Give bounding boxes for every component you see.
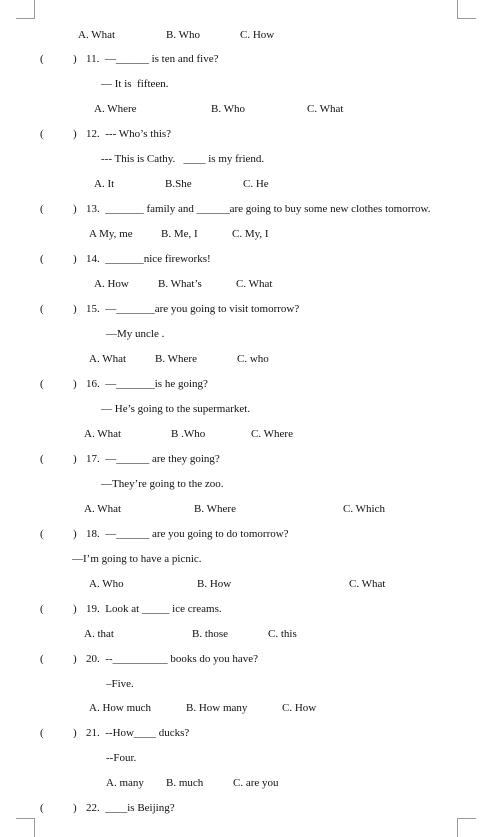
answer-paren-open: (: [40, 802, 44, 814]
question-text: 14. _______nice fireworks!: [86, 253, 211, 265]
answer-paren-open: (: [40, 53, 44, 65]
answer-option: A My, me: [89, 228, 133, 240]
crop-mark-top-left: [16, 0, 35, 19]
answer-option: B. Who: [211, 103, 246, 115]
answer-paren-close: ): [73, 603, 77, 615]
question-text: 19. Look at _____ ice creams.: [86, 603, 222, 615]
answer-option: A. It: [94, 178, 115, 190]
dialogue-line: —They’re going to the zoo.: [101, 478, 224, 490]
question-text: 12. --- Who’s this?: [86, 128, 172, 140]
question-text: 18. —______ are you going to do tomorrow?: [86, 528, 289, 540]
answer-option: A. How much: [89, 702, 152, 714]
answer-option: B. Me, I: [161, 228, 198, 240]
answer-option: A. Who: [89, 578, 124, 590]
crop-mark-bottom-right: [457, 818, 476, 837]
answer-paren-close: ): [73, 378, 77, 390]
answer-option: C. What: [349, 578, 386, 590]
answer-option: B. Who: [166, 29, 201, 41]
answer-paren-open: (: [40, 453, 44, 465]
answer-option: C. Which: [343, 503, 385, 515]
question-text: 15. —_______are you going to visit tomorrow?: [86, 303, 300, 315]
answer-option: C. My, I: [232, 228, 269, 240]
answer-paren-close: ): [73, 128, 77, 140]
answer-option: A. many: [106, 777, 144, 789]
dialogue-line: — He’s going to the supermarket.: [101, 403, 251, 415]
answer-paren-close: ): [73, 653, 77, 665]
answer-option: C. How: [282, 702, 317, 714]
answer-paren-close: ): [73, 453, 77, 465]
answer-option: C. who: [237, 353, 269, 365]
answer-paren-open: (: [40, 653, 44, 665]
answer-paren-close: ): [73, 253, 77, 265]
answer-option: C. this: [268, 628, 297, 640]
answer-option: A. Where: [94, 103, 137, 115]
question-text: 11. —______ is ten and five?: [86, 53, 219, 65]
answer-option: C. What: [236, 278, 273, 290]
dialogue-line: —I’m going to have a picnic.: [72, 553, 202, 565]
question-text: 16. —_______is he going?: [86, 378, 208, 390]
answer-option: B.She: [165, 178, 192, 190]
answer-paren-close: ): [73, 727, 77, 739]
question-text: 22. ____is Beijing?: [86, 802, 175, 814]
answer-paren-open: (: [40, 603, 44, 615]
question-text: 21. --How____ ducks?: [86, 727, 190, 739]
answer-paren-open: (: [40, 528, 44, 540]
answer-paren-close: ): [73, 802, 77, 814]
answer-paren-open: (: [40, 378, 44, 390]
crop-mark-top-right: [457, 0, 476, 19]
answer-option: B. Where: [155, 353, 197, 365]
answer-paren-open: (: [40, 727, 44, 739]
answer-paren-close: ): [73, 203, 77, 215]
answer-option: A. What: [84, 503, 122, 515]
answer-paren-open: (: [40, 203, 44, 215]
answer-paren-open: (: [40, 253, 44, 265]
answer-option: A. How: [94, 278, 129, 290]
answer-option: B. How: [197, 578, 232, 590]
question-text: 17. —______ are they going?: [86, 453, 220, 465]
answer-option: A. What: [78, 29, 116, 41]
answer-paren-close: ): [73, 303, 77, 315]
answer-paren-close: ): [73, 53, 77, 65]
answer-paren-open: (: [40, 128, 44, 140]
dialogue-line: —My uncle .: [106, 328, 165, 340]
answer-option: B. much: [166, 777, 204, 789]
answer-option: C. are you: [233, 777, 279, 789]
answer-option: C. How: [240, 29, 275, 41]
dialogue-line: — It is fifteen.: [101, 78, 169, 90]
answer-option: C. What: [307, 103, 344, 115]
answer-paren-close: ): [73, 528, 77, 540]
answer-option: B. those: [192, 628, 229, 640]
dialogue-line: --Four.: [106, 752, 137, 764]
crop-mark-bottom-left: [16, 818, 35, 837]
dialogue-line: –Five.: [106, 678, 134, 690]
question-text: 20. --__________ books do you have?: [86, 653, 259, 665]
dialogue-line: --- This is Cathy. ____ is my friend.: [101, 153, 265, 165]
answer-option: B. What’s: [158, 278, 202, 290]
answer-option: C. Where: [251, 428, 293, 440]
answer-paren-open: (: [40, 303, 44, 315]
answer-option: A. What: [84, 428, 122, 440]
answer-option: A. that: [84, 628, 114, 640]
answer-option: B. Where: [194, 503, 236, 515]
answer-option: A. What: [89, 353, 127, 365]
answer-option: C. He: [243, 178, 269, 190]
answer-option: B .Who: [171, 428, 206, 440]
question-text: 13. _______ family and ______are going to buy some new clothes tomorrow.: [86, 203, 431, 215]
answer-option: B. How many: [186, 702, 248, 714]
